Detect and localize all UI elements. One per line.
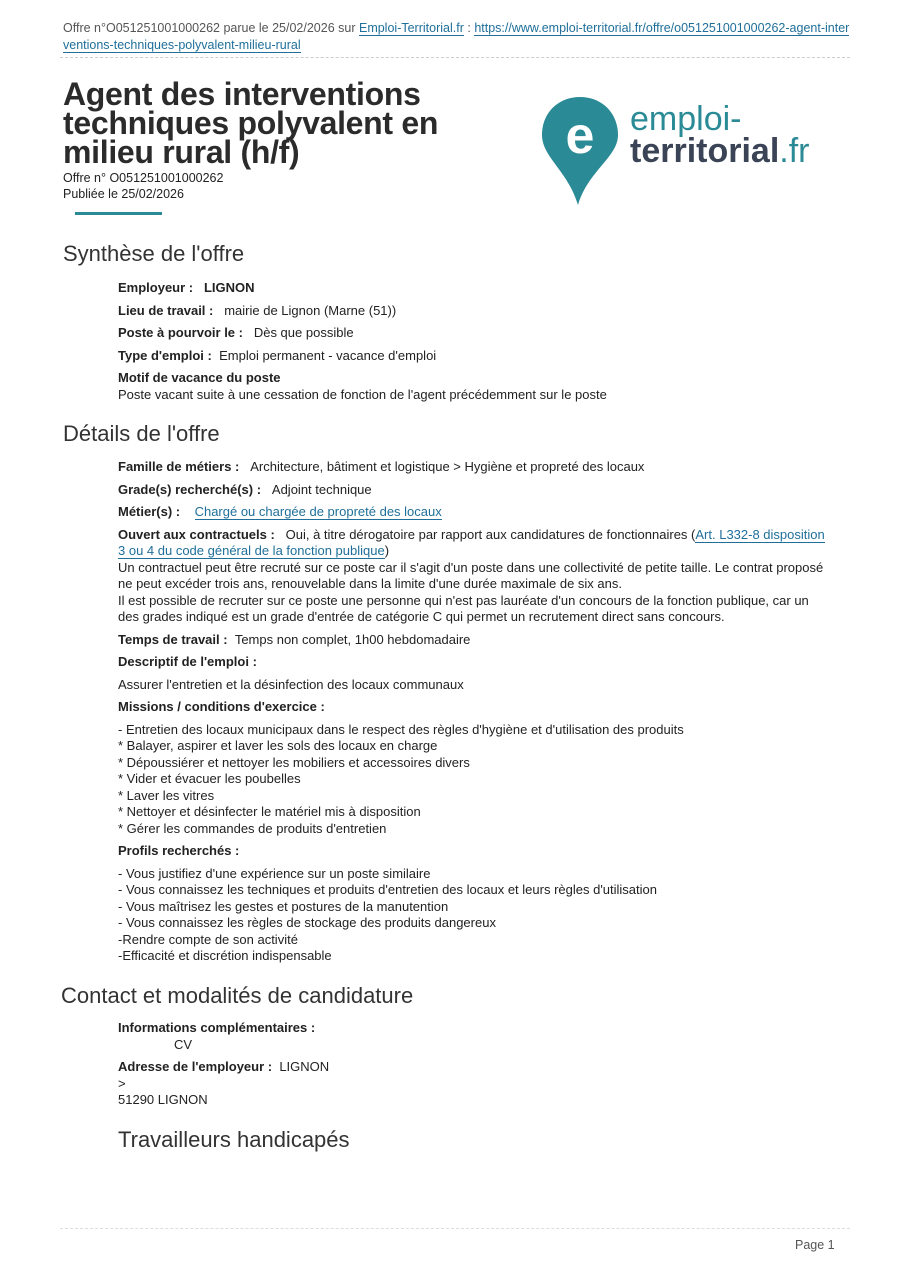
page-title xyxy=(63,76,439,170)
field-label: Ouvert aux contractuels : xyxy=(118,526,275,542)
divider xyxy=(60,57,850,58)
field-label: Famille de métiers : xyxy=(118,459,240,474)
field-label: Temps de travail : xyxy=(118,631,228,647)
contract-value: Oui, à titre dérogatoire par rapport aux candidatures de fonctionnaires ( xyxy=(285,526,696,542)
list-item: * Vider et évacuer les poubelles xyxy=(118,771,301,786)
list-item: * Balayer, aspirer et laver les sols des locaux en charge xyxy=(118,738,438,753)
map-pin-icon xyxy=(540,95,620,207)
field-label: Poste à pourvoir le : xyxy=(118,325,243,340)
job-type-value: Emploi permanent - vacance d'emploi xyxy=(219,347,437,363)
field-label: Adresse de l'employeur : xyxy=(118,1059,273,1074)
address-line: 51290 LIGNON xyxy=(118,1092,208,1107)
source-header xyxy=(63,20,853,54)
field-label: Lieu de travail : xyxy=(118,302,214,318)
description-value: Assurer l'entretien et la désinfection des locaux communaux xyxy=(118,676,464,692)
field-label: Employeur : xyxy=(118,280,194,295)
logo-word-fr: .fr xyxy=(779,132,810,170)
list-item: * Gérer les commandes de produits d'entretien xyxy=(118,820,387,836)
emploi-territorial-logo xyxy=(540,95,840,210)
contract-paragraph: Un contractuel peut être recruté sur ce poste car il s'agit d'un poste dans une collectivité de petite taille. Le contrat proposé ne peut excéder trois ans, renouvelable dans la limite d'une durée maximale de six ans. xyxy=(118,559,824,591)
field-label: Grade(s) recherché(s) : xyxy=(118,481,262,497)
list-item: * Nettoyer et désinfecter le matériel mis à disposition xyxy=(118,804,421,819)
list-item: * Laver les vitres xyxy=(118,787,215,803)
section-heading-synthese: Synthèse de l'offre xyxy=(63,241,245,266)
field-label: Motif de vacance du poste xyxy=(118,370,281,385)
vacancy-reason-value: Poste vacant suite à une cessation de fonction de l'agent précédemment sur le poste xyxy=(118,386,607,402)
missions-list xyxy=(118,722,830,838)
page-number: Page 1 xyxy=(795,1238,835,1252)
list-item: -Efficacité et discrétion indispensable xyxy=(118,948,332,963)
synthese-section xyxy=(118,280,838,403)
list-item: - Vous justifiez d'une expérience sur un poste similaire xyxy=(118,865,431,881)
publish-date: Publiée le 25/02/2026 xyxy=(63,187,184,201)
metier-link[interactable]: Chargé ou chargée de propreté des locaux xyxy=(194,504,442,519)
contract-paragraph: Il est possible de recruter sur ce poste une personne qui n'est pas lauréate d'un concours de la fonction publique, car un des grades indiqué est un grade d'entrée de catégorie C qui permet un recrutement direct sans concours. xyxy=(118,592,809,624)
divider xyxy=(60,1228,850,1229)
contract-close: ) xyxy=(384,543,390,558)
field-label: Descriptif de l'emploi : xyxy=(118,654,257,669)
start-date-value: Dès que possible xyxy=(253,325,354,340)
legal-article-link[interactable]: Art. L332-8 disposition 3 ou 4 du code général de la fonction publique xyxy=(118,526,825,558)
employer-value: LIGNON xyxy=(203,280,255,295)
details-section xyxy=(118,459,830,965)
info-value: CV xyxy=(174,1036,193,1052)
header-prefix: Offre n°O051251001000262 parue le 25/02/2026 sur xyxy=(63,21,356,35)
logo-word-emploi: emploi- xyxy=(630,100,742,138)
list-item: - Entretien des locaux municipaux dans le respect des règles d'hygiène et d'utilisation des produits xyxy=(118,721,684,737)
offer-number: Offre n° O051251001000262 xyxy=(63,171,224,185)
field-label: Informations complémentaires : xyxy=(118,1020,316,1035)
contact-section xyxy=(118,1020,838,1109)
profiles-list xyxy=(118,866,830,965)
address-line: > xyxy=(118,1075,126,1091)
work-time-value: Temps non complet, 1h00 hebdomadaire xyxy=(234,631,471,647)
grade-value: Adjoint technique xyxy=(271,481,372,497)
title-underline xyxy=(75,212,162,215)
header-separator: : xyxy=(467,21,471,35)
list-item: - Vous connaissez les techniques et produits d'entretien des locaux et leurs règles d'utilisation xyxy=(118,882,657,897)
title-line: techniques polyvalent en xyxy=(63,105,439,141)
title-line: Agent des interventions xyxy=(63,76,421,112)
section-heading-contact: Contact et modalités de candidature xyxy=(61,983,414,1008)
field-label: Métier(s) : xyxy=(118,504,181,519)
site-link[interactable]: Emploi-Territorial.fr xyxy=(358,21,464,35)
title-line: milieu rural (h/f) xyxy=(63,134,300,170)
workplace-value: mairie de Lignon (Marne (51)) xyxy=(224,302,397,318)
list-item: - Vous connaissez les règles de stockage des produits dangereux xyxy=(118,915,496,930)
offer-meta xyxy=(63,170,223,202)
section-heading-handicap: Travailleurs handicapés xyxy=(118,1127,350,1152)
logo-word-territorial: territorial xyxy=(630,132,780,170)
offer-url-link[interactable]: https://www.emploi-territorial.fr/offre/o051251001000262-agent-interventions-techniques-polyvalent-milieu-rural xyxy=(63,21,850,52)
list-item: * Dépoussiérer et nettoyer les mobiliers et accessoires divers xyxy=(118,754,470,770)
list-item: -Rendre compte de son activité xyxy=(118,931,298,947)
svg-text:e: e xyxy=(565,107,595,165)
list-item: - Vous maîtrisez les gestes et postures de la manutention xyxy=(118,898,449,914)
field-label: Type d'emploi : xyxy=(118,347,212,363)
section-heading-details: Détails de l'offre xyxy=(63,421,220,446)
field-label: Profils recherchés : xyxy=(118,843,240,858)
address-value: LIGNON xyxy=(279,1059,330,1074)
field-label: Missions / conditions d'exercice : xyxy=(118,699,325,714)
job-family-value: Architecture, bâtiment et logistique > Hygiène et propreté des locaux xyxy=(250,459,645,474)
